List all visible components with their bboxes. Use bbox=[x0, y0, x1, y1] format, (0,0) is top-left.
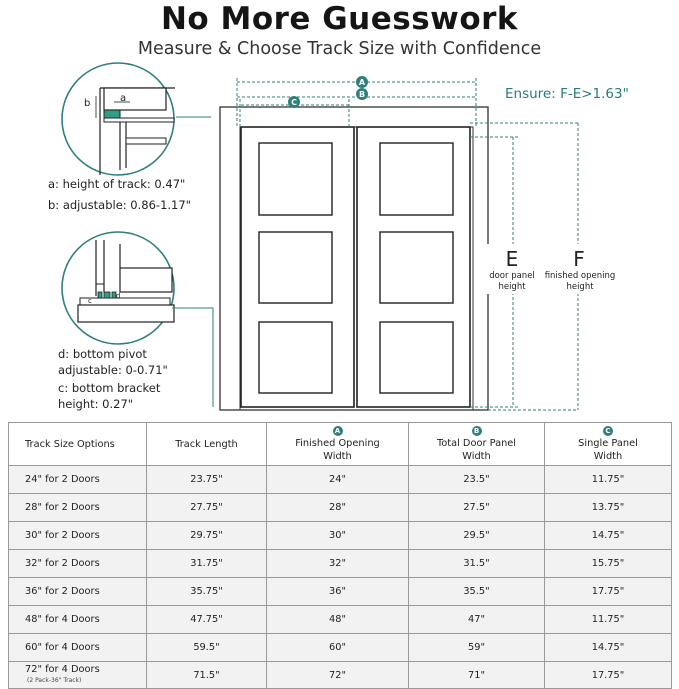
door-frame bbox=[220, 107, 488, 410]
label-c: c bbox=[88, 297, 92, 305]
table-row: 24" for 2 Doors 23.75" 24" 23.5" 11.75" bbox=[9, 466, 672, 494]
label-b: b bbox=[84, 98, 91, 109]
track-detail-top bbox=[62, 63, 211, 175]
table-row: 36" for 2 Doors 35.75" 36" 35.5" 17.75" bbox=[9, 578, 672, 606]
header-track-length: Track Length bbox=[147, 423, 267, 466]
label-F-line2: height bbox=[566, 282, 594, 292]
note-b: b: adjustable: 0.86-1.17" bbox=[48, 198, 191, 212]
header-track-size-options: Track Size Options bbox=[9, 423, 147, 466]
svg-text:B: B bbox=[358, 90, 366, 99]
badge-A-icon: A bbox=[333, 426, 343, 436]
label-a: a bbox=[120, 93, 127, 104]
table-row: 32" for 2 Doors 31.75" 32" 31.5" 15.75" bbox=[9, 550, 672, 578]
table-header-row bbox=[9, 423, 672, 466]
page-title: No More Guesswork bbox=[160, 1, 519, 37]
label-E-line1: door panel bbox=[489, 271, 535, 281]
badge-C-icon: C bbox=[603, 426, 613, 436]
svg-text:A: A bbox=[358, 78, 366, 87]
note-d: d: bottom pivot bbox=[58, 347, 147, 361]
track-size-table bbox=[8, 422, 672, 689]
table-row: 60" for 4 Doors 59.5" 60" 59" 14.75" bbox=[9, 634, 672, 662]
svg-text:C: C bbox=[291, 98, 297, 107]
note-a: a: height of track: 0.47" bbox=[48, 177, 186, 191]
table-row: 28" for 2 Doors 27.75" 28" 27.5" 13.75" bbox=[9, 494, 672, 522]
table-row: 72" for 4 Doors (2 Pack-36" Track) 71.5" 72" 71" 17.75" bbox=[9, 662, 672, 689]
header-finished-opening-width: A Finished Opening Width bbox=[267, 423, 409, 466]
table-row: 30" for 2 Doors 29.75" 30" 29.5" 14.75" bbox=[9, 522, 672, 550]
badge-A bbox=[356, 76, 368, 88]
badge-C bbox=[288, 96, 300, 108]
ensure-note: Ensure: F-E>1.63" bbox=[505, 86, 629, 102]
label-F-line1: finished opening bbox=[544, 271, 616, 281]
badge-B bbox=[356, 88, 368, 100]
track-pack-note: (2 Pack-36" Track) bbox=[27, 677, 82, 684]
header-total-door-panel-width: B Total Door Panel Width bbox=[409, 423, 545, 466]
note-c: c: bottom bracket bbox=[58, 381, 161, 395]
label-d: d bbox=[116, 292, 121, 300]
note-d-adjustable: adjustable: 0-0.71" bbox=[58, 363, 168, 377]
label-F: F bbox=[573, 247, 585, 271]
label-E: E bbox=[505, 247, 519, 271]
table-row: 48" for 4 Doors 47.75" 48" 47" 11.75" bbox=[9, 606, 672, 634]
label-E-line2: height bbox=[498, 282, 526, 292]
page-subtitle: Measure & Choose Track Size with Confidence bbox=[137, 39, 542, 59]
header-single-panel-width: C Single Panel Width bbox=[545, 423, 672, 466]
badge-B-icon: B bbox=[472, 426, 482, 436]
note-c-height: height: 0.27" bbox=[58, 397, 134, 411]
